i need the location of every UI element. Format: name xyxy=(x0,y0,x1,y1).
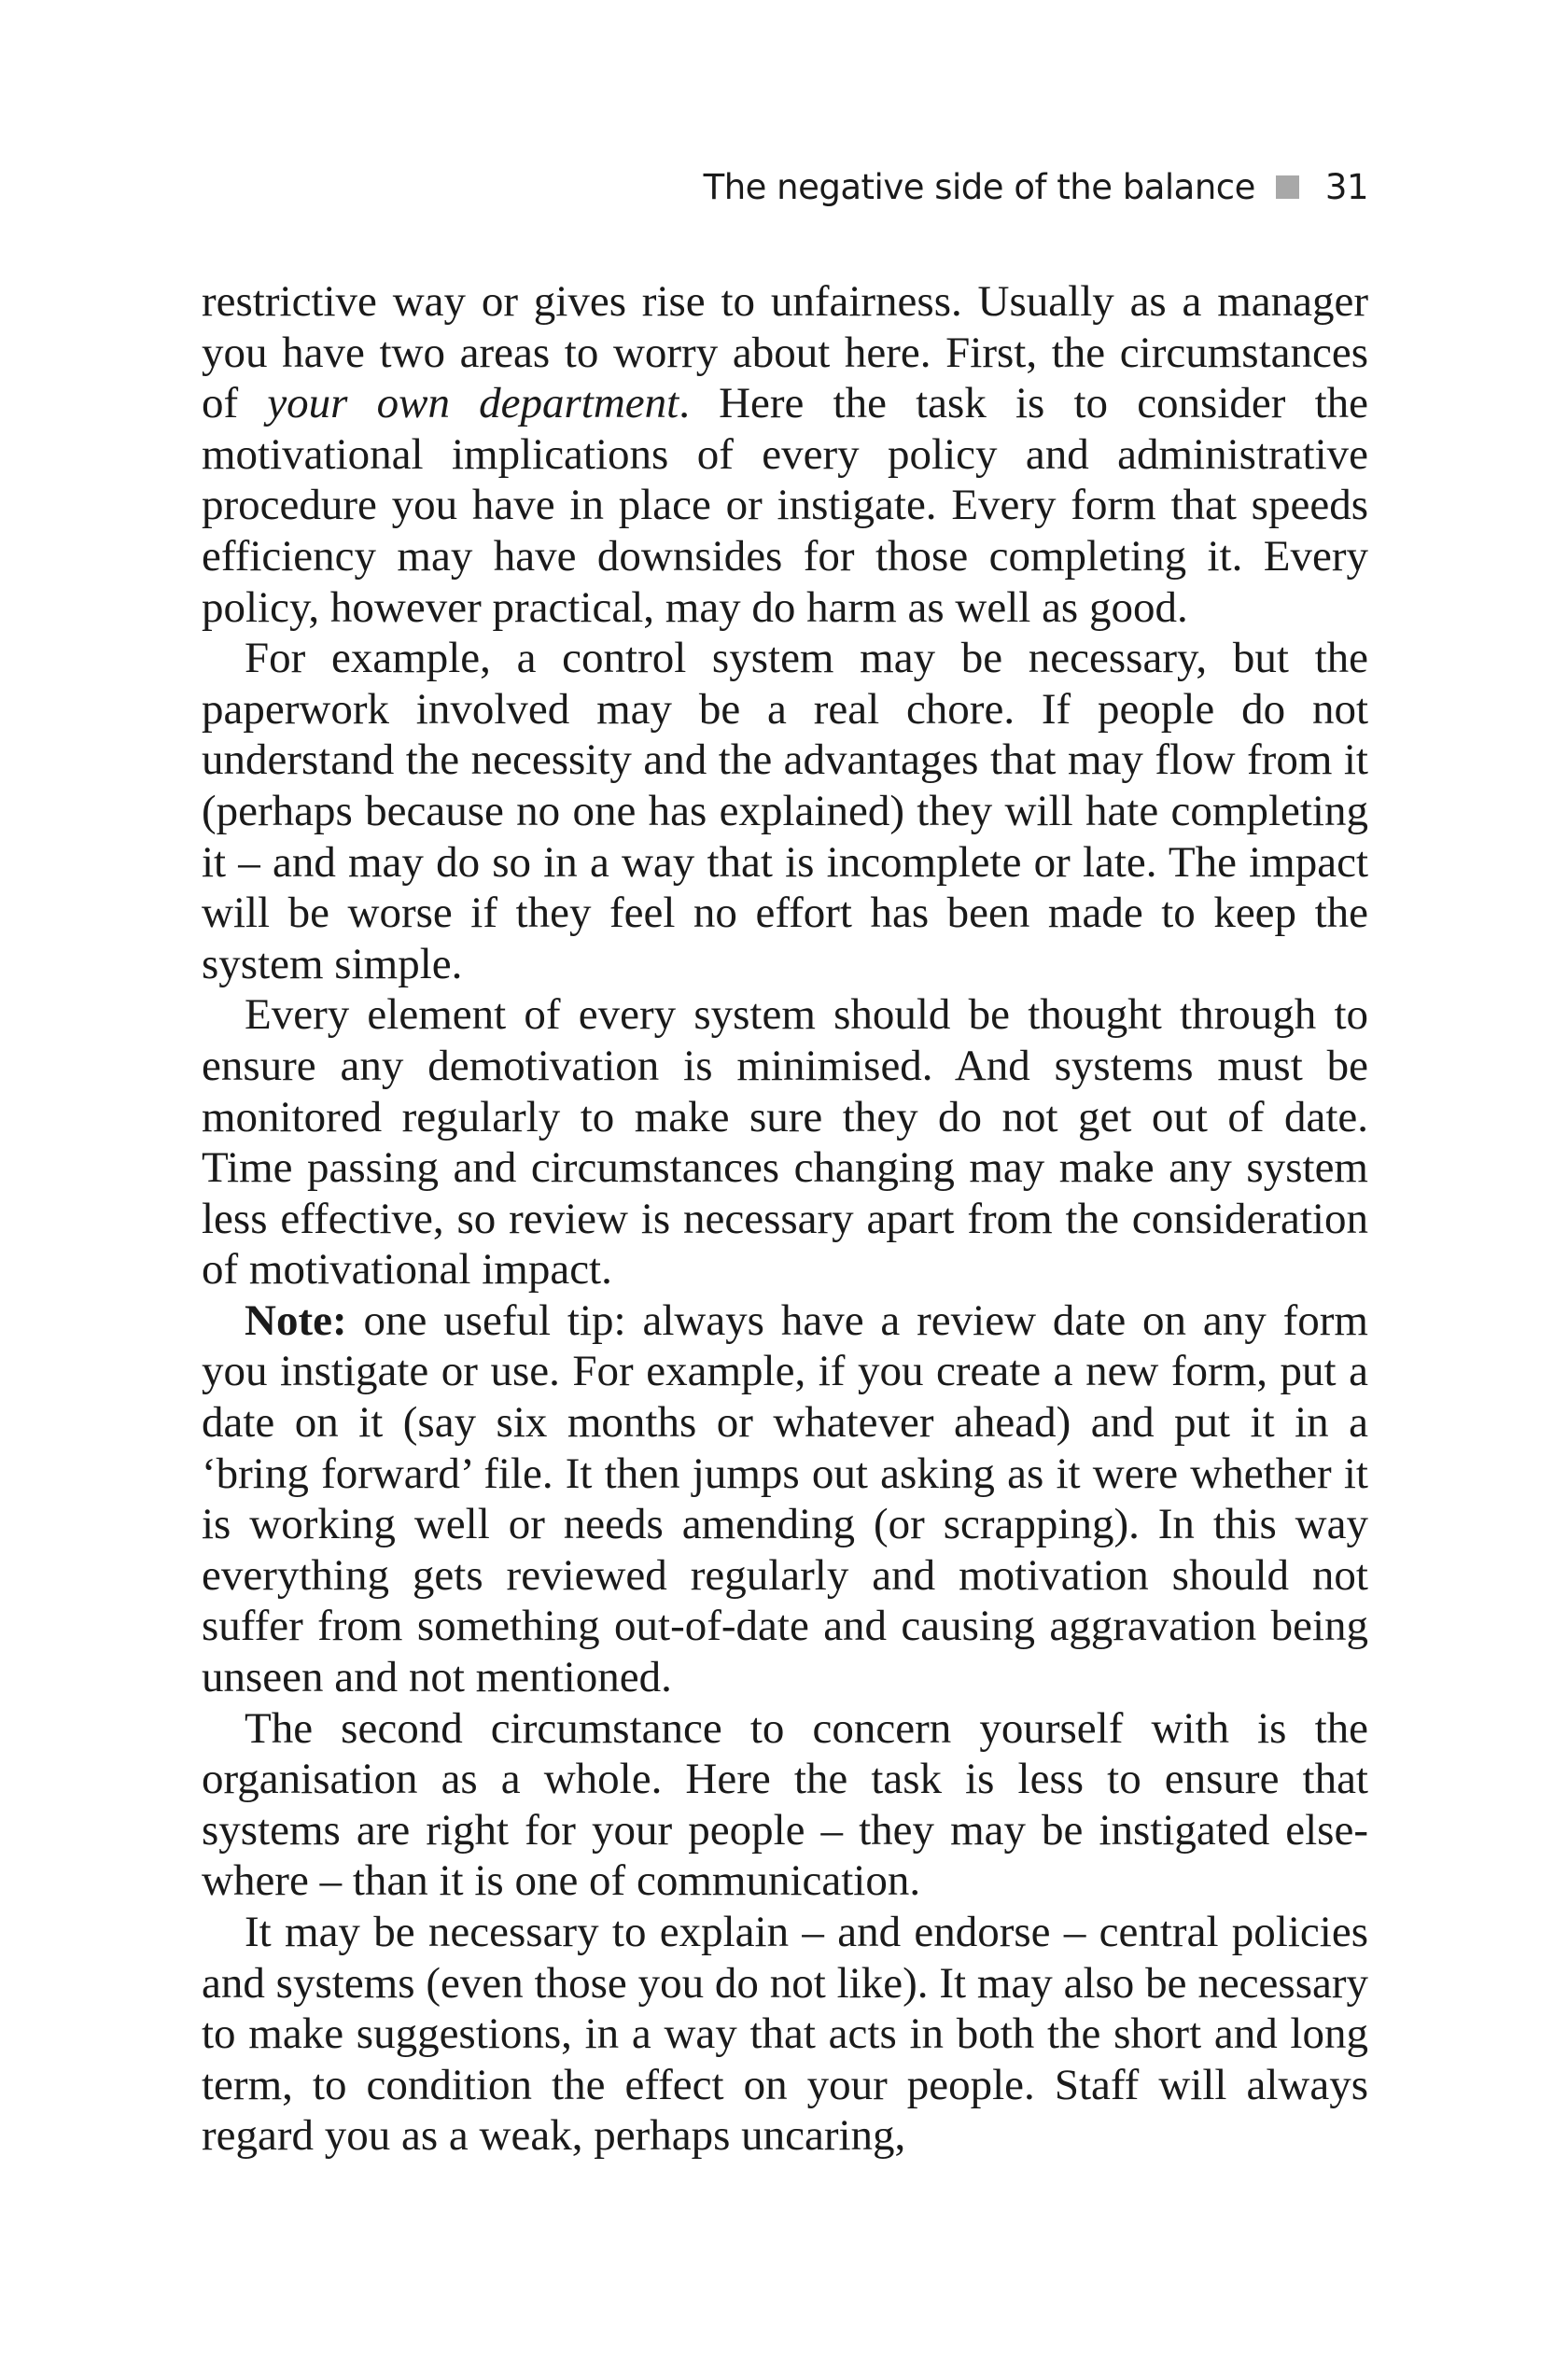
paragraph-1-text-a: restrictive way or gives rise to unfairness. Usually as a manager you have two areas to worry about here. First, the circumstances of xyxy=(202,277,1368,428)
paragraph-5: The second circumstance to concern yourself with is the organisation as a whole. Here the task is less to ensure that systems are right for your people – they may be instigated elsewhere – than it is one of communication. xyxy=(202,1703,1368,1906)
paragraph-3: Every element of every system should be thought through to ensure any demotivation is minimised. And systems must be monitored regularly to make sure they do not get out of date. Time passing and circumstances changing may make any system less effective, so review is necessary apart from the consideration of motivational impact. xyxy=(202,990,1368,1295)
note-label: Note: xyxy=(245,1295,347,1345)
running-head xyxy=(704,159,1368,215)
paragraph-1-text-b: . Here the task is to consider the motivational implications of every policy and administrative procedure you have in place or instigate. Every form that speeds efficiency may have downsides for those completing it. Every policy, however practical, may do harm as well as good. xyxy=(202,379,1368,632)
emphasis-your-own-department: your own department xyxy=(267,379,679,428)
paragraph-2: For example, a control system may be necessary, but the paperwork involved may be a real chore. If people do not understand the necessity and the advantages that may flow from it (perhaps because no one has explained) they will hate completing it – and may do so in a way that is incomplete or late. The impact will be worse if they feel no effort has been made to keep the system simple. xyxy=(202,634,1368,988)
header-separator-square xyxy=(1276,175,1299,199)
page-number: 31 xyxy=(1324,166,1368,207)
note-text: one useful tip: always have a review date on any form you instigate or use. For example, if you create a new form, put a date on it (say six months or whatever ahead) and put it in a ‘bring forward’ file. It then jumps out asking as it were whether it is working well or needs amending (or scrapping). In this way everything gets reviewed regularly and motivation should not suffer from something out-of-date and causing aggravation being unseen and not mentioned. xyxy=(202,1295,1368,1702)
page-body xyxy=(202,276,1368,2162)
running-title: The negative side of the balance xyxy=(703,166,1255,207)
paragraph-4 xyxy=(202,1295,1368,1703)
paragraph-6: It may be necessary to explain – and endorse – central policies and systems (even those you do not like). It may also be necessary to make suggestions, in a way that acts in both the short and long term, to condition the effect on your people. Staff will always regard you as a weak, perhaps uncaring, xyxy=(202,1908,1368,2161)
paragraph-1 xyxy=(202,276,1368,633)
